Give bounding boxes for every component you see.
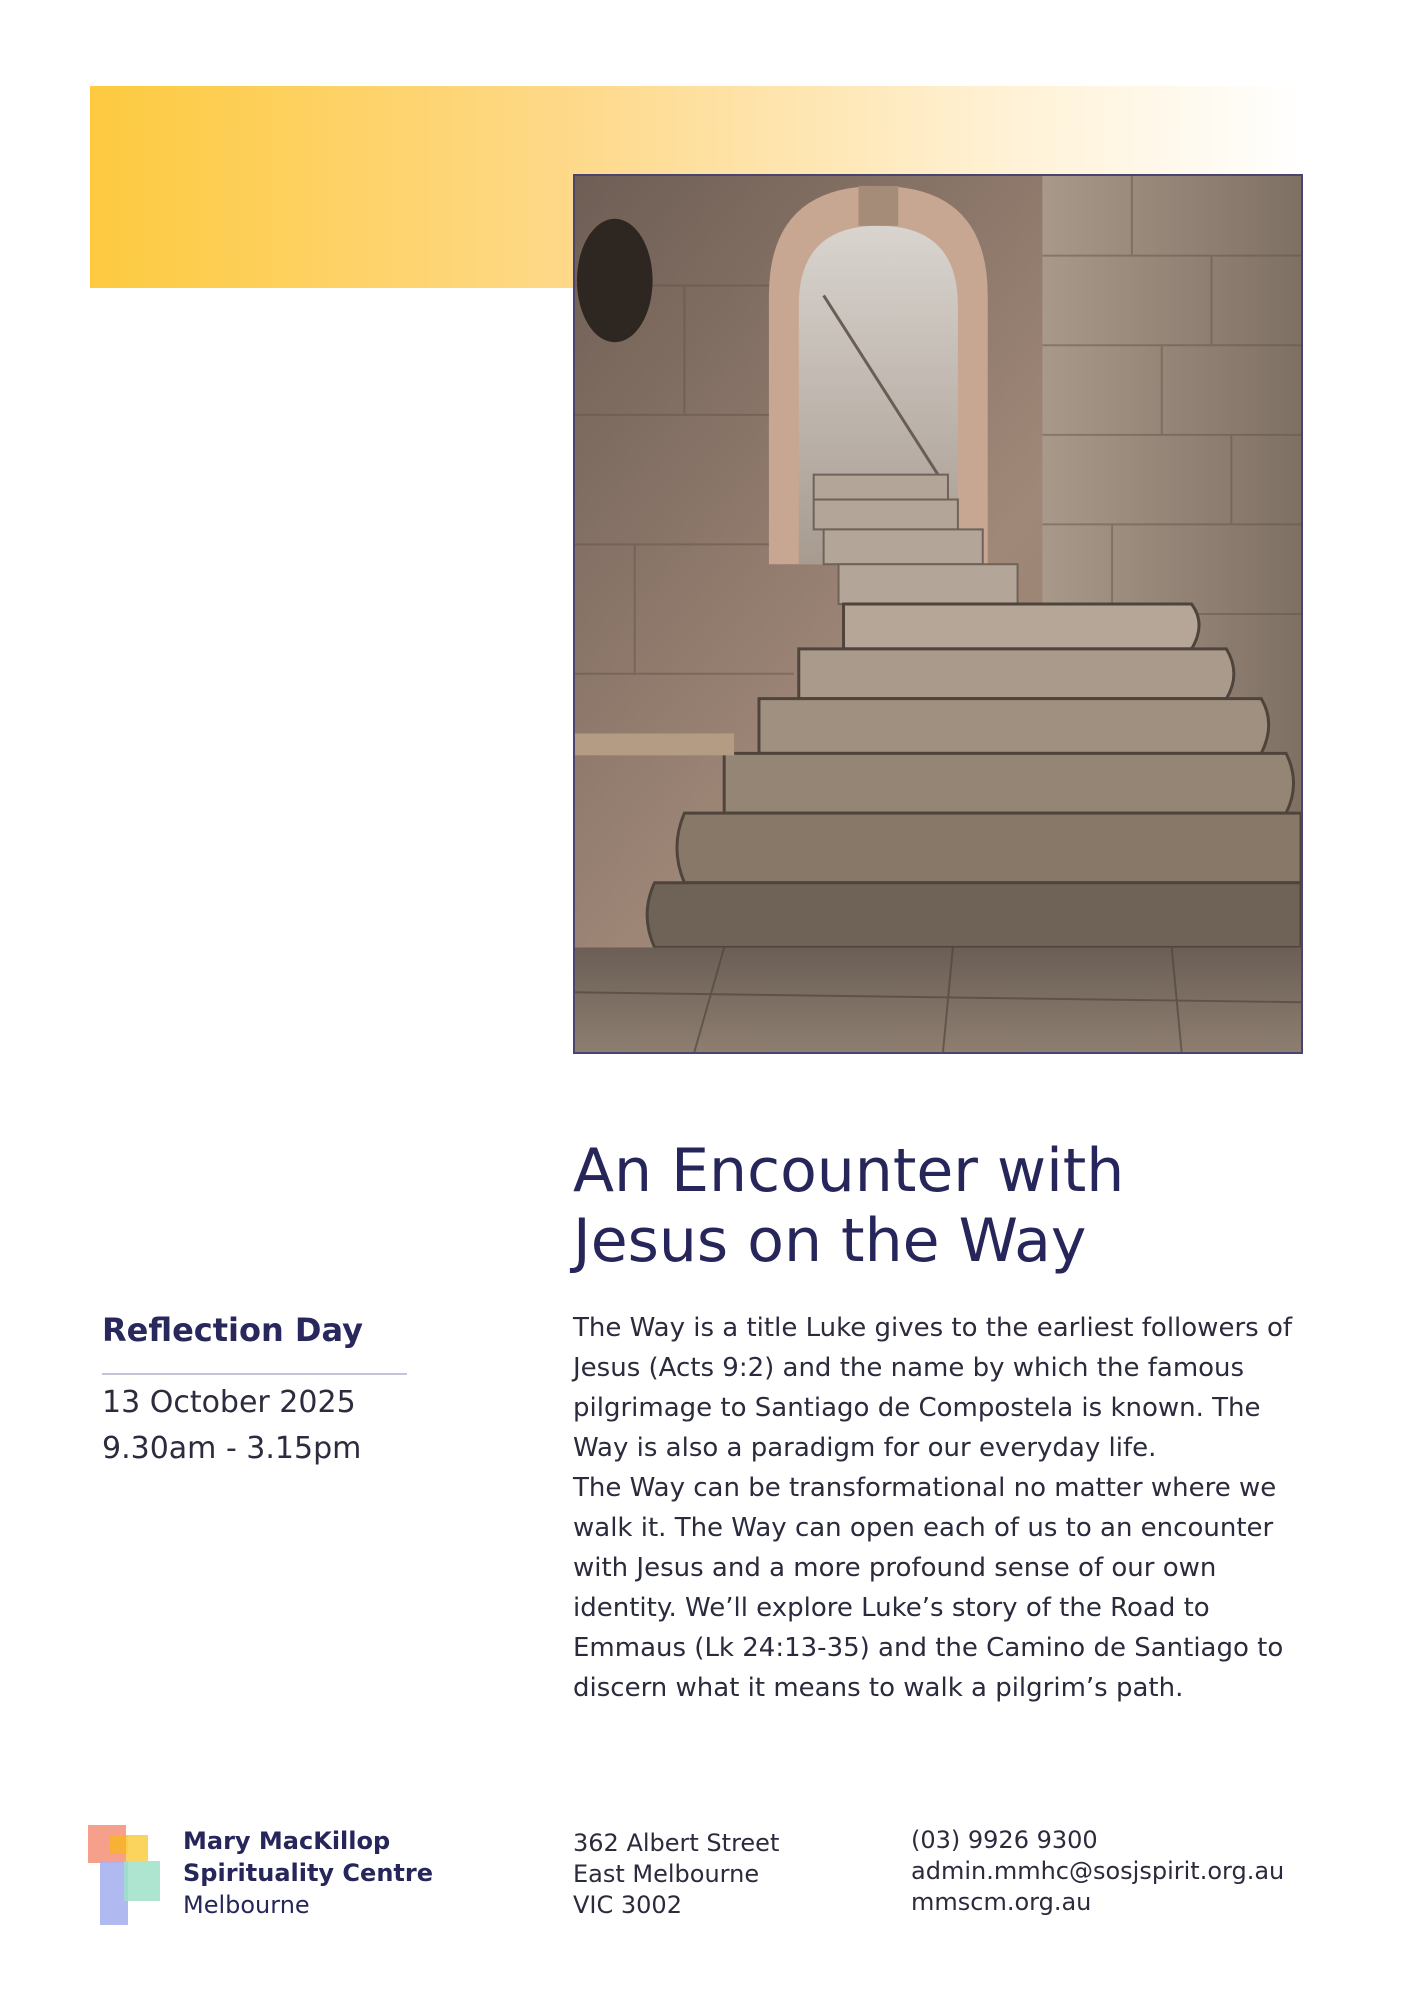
contact-email: admin.mmhc@sosjspirit.org.au xyxy=(911,1857,1285,1885)
sidebar-divider xyxy=(102,1373,407,1375)
cross-logo-icon xyxy=(88,1825,160,1925)
event-title xyxy=(573,1136,1333,1276)
postal-address xyxy=(573,1828,779,1921)
stone-staircase-photo xyxy=(573,174,1303,1054)
organisation-name xyxy=(183,1825,433,1921)
address-street: 362 Albert Street xyxy=(573,1829,780,1857)
description-paragraph-1: The Way is a title Luke gives to the earliest followers of Jesus (Acts 9:2) and the name by which the famous pilgrimage to Santiago de Compostela is known. The Way is also a paradigm for our everyday life. xyxy=(573,1313,1292,1463)
organisation-name-line-3: Melbourne xyxy=(183,1891,310,1919)
event-date: 13 October 2025 xyxy=(102,1385,356,1420)
address-suburb: East Melbourne xyxy=(573,1860,760,1888)
organisation-name-line-2: Spirituality Centre xyxy=(183,1859,433,1887)
address-state-postcode: VIC 3002 xyxy=(573,1891,682,1919)
event-description xyxy=(573,1308,1313,1708)
contact-details xyxy=(911,1825,1284,1918)
event-type-heading: Reflection Day xyxy=(102,1311,363,1349)
event-title-line-2: Jesus on the Way xyxy=(573,1206,1087,1276)
contact-website: mmscm.org.au xyxy=(911,1888,1092,1916)
description-paragraph-2: The Way can be transformational no matter where we walk it. The Way can open each of us to an encounter with Jesus and a more profound sense of our own identity. We’ll explore Luke’s story of the Road to Emmaus (Lk 24:13-35) and the Camino de Santiago to discern what it means to walk a pilgrim’s path. xyxy=(573,1473,1284,1703)
event-time: 9.30am - 3.15pm xyxy=(102,1431,362,1466)
organisation-name-line-1: Mary MacKillop xyxy=(183,1827,391,1855)
event-title-line-1: An Encounter with xyxy=(573,1136,1125,1206)
staircase-illustration xyxy=(575,176,1301,1052)
contact-phone: (03) 9926 9300 xyxy=(911,1826,1098,1854)
